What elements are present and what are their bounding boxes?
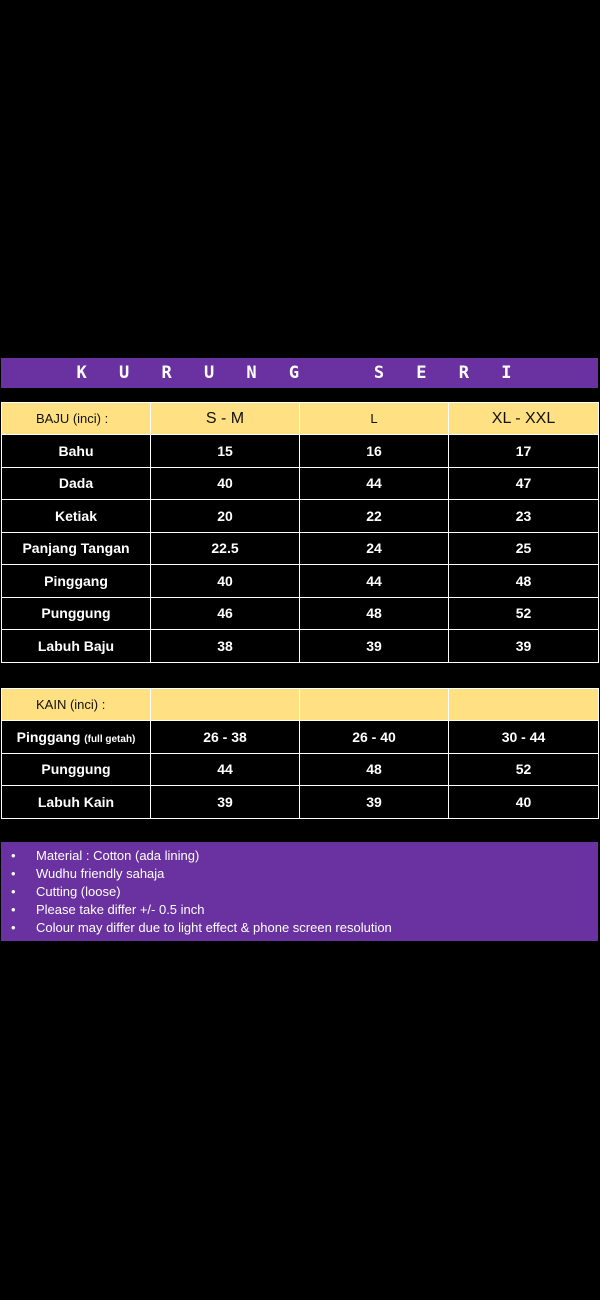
- title-bar: [1, 358, 598, 388]
- cell-value: 52: [449, 753, 599, 786]
- cell-value: 17: [449, 435, 599, 468]
- cell-value: 48: [300, 597, 449, 630]
- cell-value: 26 - 40: [300, 721, 449, 754]
- cell-value: 48: [449, 565, 599, 598]
- baju-header-row: [2, 403, 599, 435]
- row-label: Punggung: [2, 753, 151, 786]
- table-row: [2, 597, 599, 630]
- row-label: Ketiak: [2, 500, 151, 533]
- list-item: • Cutting (loose): [11, 883, 598, 901]
- cell-value: 39: [151, 786, 300, 819]
- row-label: Bahu: [2, 435, 151, 468]
- empty-header-cell: [300, 689, 449, 721]
- cell-value: 20: [151, 500, 300, 533]
- cell-value: 22.5: [151, 532, 300, 565]
- table-row: [2, 565, 599, 598]
- row-label: Panjang Tangan: [2, 532, 151, 565]
- cell-value: 40: [151, 467, 300, 500]
- cell-value: 39: [300, 630, 449, 663]
- table-row: [2, 630, 599, 663]
- page-title: K U R U N G S E R I: [76, 363, 523, 383]
- kain-size-table: [1, 688, 599, 819]
- kain-label: KAIN (inci) :: [2, 689, 151, 721]
- row-label: Labuh Baju: [2, 630, 151, 663]
- table-row: [2, 753, 599, 786]
- table-row: [2, 467, 599, 500]
- list-item: • Colour may differ due to light effect & phone screen resolution: [11, 919, 598, 937]
- notes-list: [11, 847, 598, 937]
- cell-value: 44: [151, 753, 300, 786]
- size-header-xl-xxl: XL - XXL: [449, 403, 599, 435]
- cell-value: 39: [449, 630, 599, 663]
- table-row: [2, 500, 599, 533]
- empty-header-cell: [449, 689, 599, 721]
- cell-value: 30 - 44: [449, 721, 599, 754]
- cell-value: 16: [300, 435, 449, 468]
- cell-value: 22: [300, 500, 449, 533]
- cell-value: 38: [151, 630, 300, 663]
- baju-size-table: [1, 402, 599, 663]
- empty-header-cell: [151, 689, 300, 721]
- table-row: [2, 721, 599, 754]
- cell-value: 46: [151, 597, 300, 630]
- row-label: Pinggang: [2, 565, 151, 598]
- row-label: Labuh Kain: [2, 786, 151, 819]
- cell-value: 47: [449, 467, 599, 500]
- cell-value: 23: [449, 500, 599, 533]
- list-item: • Please take differ +/- 0.5 inch: [11, 901, 598, 919]
- list-item: • Wudhu friendly sahaja: [11, 865, 598, 883]
- cell-value: 24: [300, 532, 449, 565]
- cell-value: 48: [300, 753, 449, 786]
- cell-value: 26 - 38: [151, 721, 300, 754]
- kain-header-row: [2, 689, 599, 721]
- cell-value: 44: [300, 467, 449, 500]
- notes-box: [1, 842, 598, 941]
- list-item: • Material : Cotton (ada lining): [11, 847, 598, 865]
- row-label-note: (full getah): [84, 733, 136, 745]
- cell-value: 52: [449, 597, 599, 630]
- row-label: Punggung: [2, 597, 151, 630]
- size-header-l: L: [300, 403, 449, 435]
- baju-label: BAJU (inci) :: [2, 403, 151, 435]
- cell-value: 15: [151, 435, 300, 468]
- row-label: Dada: [2, 467, 151, 500]
- cell-value: 39: [300, 786, 449, 819]
- cell-value: 25: [449, 532, 599, 565]
- table-row: [2, 532, 599, 565]
- cell-value: 40: [449, 786, 599, 819]
- table-row: [2, 786, 599, 819]
- size-header-s-m: S - M: [151, 403, 300, 435]
- cell-value: 40: [151, 565, 300, 598]
- cell-value: 44: [300, 565, 449, 598]
- row-label: [2, 721, 151, 754]
- table-row: [2, 435, 599, 468]
- row-label-text: Pinggang: [16, 728, 81, 745]
